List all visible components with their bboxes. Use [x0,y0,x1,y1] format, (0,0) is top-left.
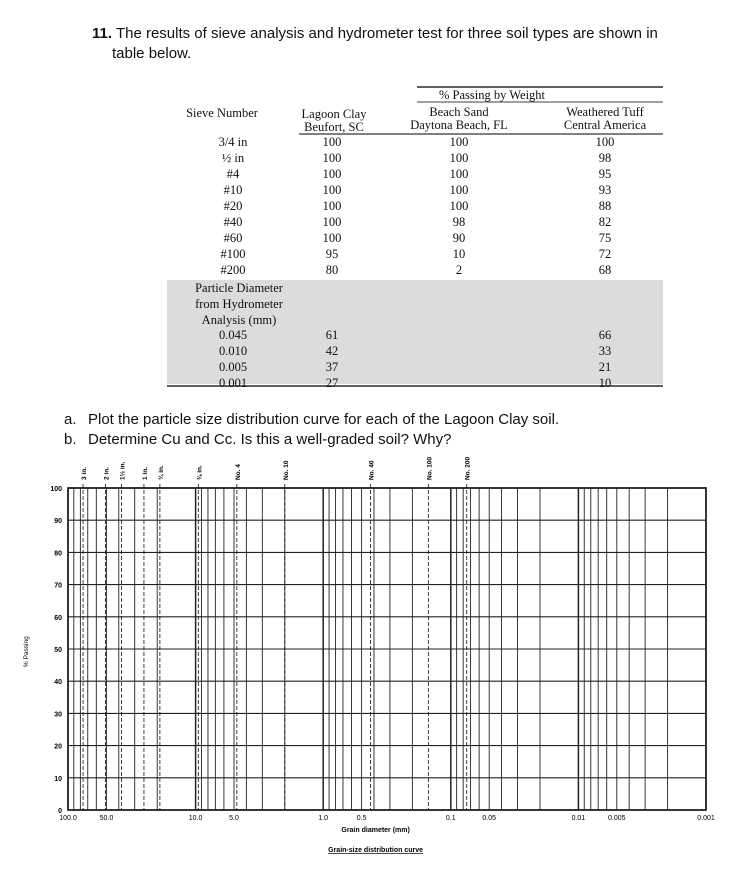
x-tick-label: 0.1 [445,815,456,822]
table-row [167,328,663,344]
sand-cell: 100 [449,167,469,181]
grain-size-chart-svg [0,450,754,868]
x-tick-label: 0.005 [608,815,626,822]
y-tick-label: 20 [54,743,62,751]
y-tick-label: 10 [54,775,62,783]
sieve-marker-label: No. 40 [368,460,376,480]
sieve-cell: #100 [220,247,246,261]
lagoon-cell: 100 [322,167,342,181]
diameter-cell: 0.001 [218,376,248,390]
x-tick-label: 0.05 [482,815,497,822]
y-tick-label: 100 [50,486,62,493]
tuff-cell: 100 [595,135,615,149]
lagoon-cell: 100 [322,199,342,213]
y-tick-label: 50 [54,647,62,654]
x-tick-label: 10.0 [188,815,203,822]
task-a [64,410,559,430]
sieve-marker-label: No. 10 [282,460,290,480]
table-row [167,199,663,215]
y-tick-label: 90 [54,518,62,526]
lagoon-cell: 27 [325,376,339,390]
tuff-cell: 93 [598,183,612,197]
tuff-cell: 21 [598,360,612,374]
sand-cell: 10 [452,247,466,261]
tuff-cell: 72 [598,247,612,261]
task-a-text: Plot the particle size distribution curve for each of the Lagoon Clay soil. [88,411,560,428]
sand-cell: 100 [449,135,469,149]
x-tick-label: 1.0 [318,815,329,822]
lagoon-cell: 100 [322,231,342,245]
diameter-cell: 0.045 [218,328,248,342]
tuff-cell: 75 [598,231,612,245]
y-tick-label: 60 [54,614,62,622]
table-row [167,376,663,392]
sieve-marker-label: No. 4 [234,464,242,480]
tuff-cell: 98 [598,151,612,165]
y-tick-label: 30 [54,711,62,719]
sieve-marker-label: No. 200 [464,456,472,480]
hydro-caption-line3: Analysis (mm) [201,313,277,327]
hydro-caption-line1: Particle Diameter [195,281,283,295]
sieve-cell: #20 [223,199,243,213]
header-sand-line2: Daytona Beach, FL [410,118,508,132]
header-sand-line1: Beach Sand [429,105,489,119]
task-b-label: b. [64,431,77,448]
sand-cell: 90 [452,231,466,245]
sieve-cell: #10 [223,183,243,197]
question-text [92,24,692,64]
lagoon-cell: 80 [325,263,339,277]
question-line-1: The results of sieve analysis and hydrometer test for three soil types are shown in [115,25,658,42]
header-tuff-line1: Weathered Tuff [566,105,644,119]
x-tick-label: 0.5 [356,815,367,822]
sieve-cell: #60 [223,231,243,245]
lagoon-cell: 100 [322,151,342,165]
sand-cell: 100 [449,183,469,197]
task-a-label: a. [64,411,77,428]
x-tick-label: 50.0 [99,815,114,822]
y-tick-label: 80 [54,550,62,558]
sieve-marker-label: 1 in. [141,466,149,480]
sand-cell: 100 [449,151,469,165]
header-lagoon-line2: Beufort, SC [304,120,364,134]
lagoon-cell: 95 [325,247,339,261]
sieve-cell: #200 [220,263,246,277]
task-b [64,430,452,450]
x-tick-label: 5.0 [229,815,239,822]
tuff-cell: 82 [598,215,612,229]
table-row [167,215,663,231]
tuff-cell: 10 [598,376,612,390]
task-b-text: Determine Cu and Cc. Is this a well-graded soil? Why? [88,431,452,448]
sieve-cell: ½ in [221,151,245,165]
sieve-data-table [167,86,663,390]
sieve-marker-label: No. 100 [426,456,434,480]
header-lagoon-clay [292,108,376,134]
header-weathered-tuff [555,106,655,132]
lagoon-cell: 61 [325,328,339,342]
table-row [167,151,663,167]
y-axis-title: % Passing [23,636,30,667]
table-row [167,344,663,360]
lagoon-cell: 37 [325,360,339,374]
header-tuff-line2: Central America [563,118,647,132]
sieve-cell: #4 [226,167,240,181]
sieve-marker-label: 3 in. [81,466,89,480]
sieve-marker-label: ¾ in. [157,465,165,480]
x-tick-label: 0.01 [571,815,586,822]
y-tick-label: 0 [58,808,62,815]
lagoon-cell: 42 [325,344,339,358]
sand-cell: 100 [449,199,469,213]
sieve-cell: 3/4 in [218,135,248,149]
header-lagoon-line1: Lagoon Clay [301,107,367,121]
table-row [167,183,663,199]
sieve-marker-label: 1½ in. [119,461,127,480]
chart-caption: Grain-size distribution curve [328,847,424,854]
sand-cell: 98 [452,215,466,229]
header-sieve-number: Sieve Number [186,106,258,120]
sieve-cell: #40 [223,215,243,229]
tuff-cell: 95 [598,167,612,181]
y-tick-label: 70 [54,582,62,590]
lagoon-cell: 100 [322,215,342,229]
x-tick-label: 100.0 [59,815,77,822]
table-row [167,247,663,263]
sand-cell: 2 [455,263,463,277]
diameter-cell: 0.010 [218,344,248,358]
lagoon-cell: 100 [322,183,342,197]
table-row [167,231,663,247]
grain-size-chart [0,450,754,868]
sieve-marker-label: ⅜ in. [196,465,204,480]
sieve-marker-label: 2 in. [103,466,111,480]
y-tick-label: 40 [54,679,62,687]
tuff-cell: 88 [598,199,612,213]
tuff-cell: 33 [598,344,612,358]
header-percent-passing: % Passing by Weight [438,88,546,102]
diameter-cell: 0.005 [218,360,248,374]
tuff-cell: 66 [598,328,612,342]
table-row [167,167,663,183]
x-tick-label: 0.001 [697,815,715,822]
tuff-cell: 68 [598,263,612,277]
question-line-2: table below. [112,45,192,62]
lagoon-cell: 100 [322,135,342,149]
hydrometer-caption [179,280,299,328]
table-row [167,135,663,151]
table-row [167,360,663,376]
table-row [167,263,663,279]
header-beach-sand [399,106,519,132]
hydro-caption-line2: from Hydrometer [195,297,283,311]
question-number: 11. [92,25,113,42]
x-axis-title: Grain diameter (mm) [341,827,410,834]
